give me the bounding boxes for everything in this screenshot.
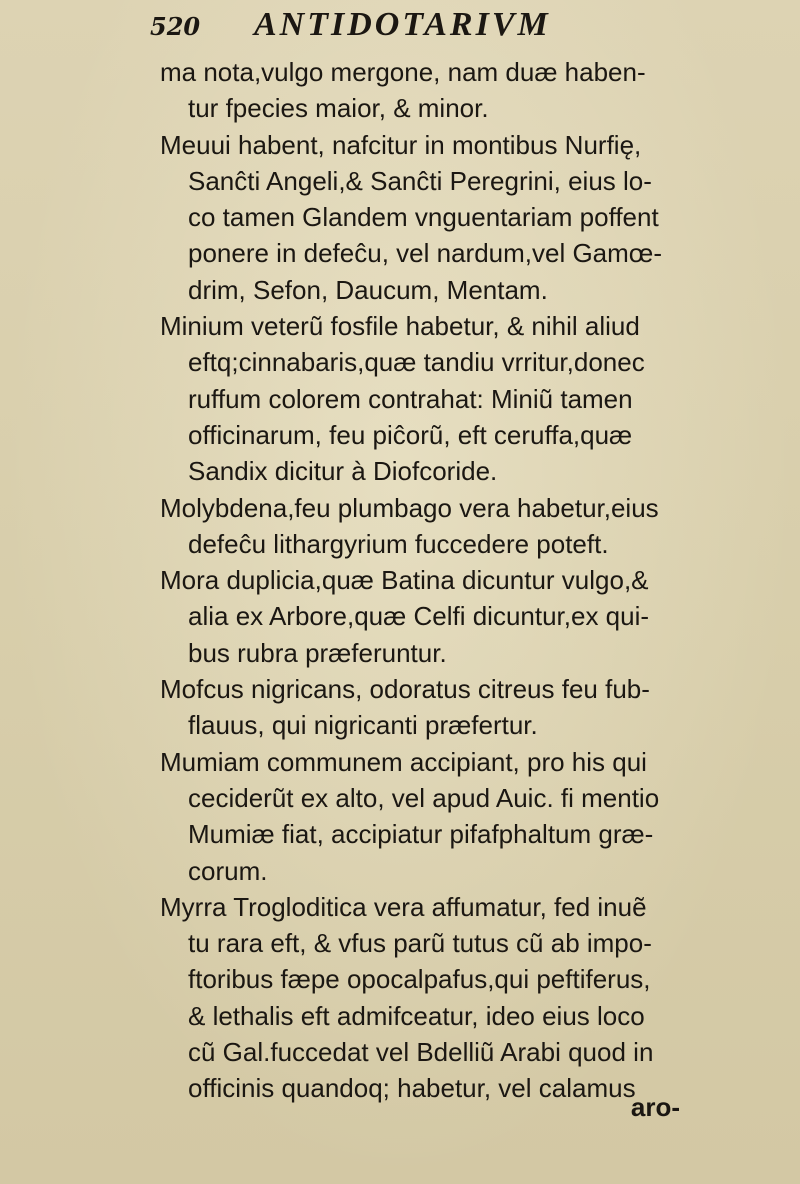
text-line: ma nota,vulgo mergone, nam duæ haben- xyxy=(160,57,646,87)
entry-first-line: Meuui habent, nafcitur in montibus Nurfię, xyxy=(160,129,642,160)
entry-first-line: Mofcus nigricans, odoratus citreus feu fub- xyxy=(160,674,650,705)
text-line: officinarum, feu piĉorũ, eft ceruffa,quæ xyxy=(188,419,633,450)
text-line: eftq;cinnabaris,quæ tandiu vrritur,donec xyxy=(188,347,645,378)
entry-first-line: Mora duplicia,quæ Batina dicuntur vulgo,& xyxy=(160,565,649,596)
text-line: ponere in defeĉu, vel nardum,vel Gamœ- xyxy=(188,238,662,269)
text-line: co tamen Glandem vnguentariam poffent xyxy=(188,202,659,233)
text-line: & lethalis eft admifceatur, ideo eius loco xyxy=(188,1000,645,1031)
text-line: tur fpecies maior, & minor. xyxy=(188,93,489,124)
text-line: ceciderũt ex alto, vel apud Auic. fi mentio xyxy=(188,782,660,813)
text-line: officinis quandoq; habetur, vel calamus xyxy=(188,1073,636,1104)
entry-first-line: Minium veterũ fosfile habetur, & nihil aliud xyxy=(160,311,640,342)
body-text xyxy=(160,54,720,1107)
entry-first-line: Molybdena,feu plumbago vera habetur,eius xyxy=(160,492,659,523)
text-line: cũ Gal.fuccedat vel Bdelliũ Arabi quod in xyxy=(188,1037,654,1068)
entry-first-line: Mumiam communem accipiant, pro his qui xyxy=(160,746,647,777)
text-line: bus rubra præferuntur. xyxy=(188,637,447,668)
text-line: ruffum colorem contrahat: Miniũ tamen xyxy=(188,383,633,414)
page-number: 520 xyxy=(150,12,201,41)
running-head xyxy=(150,6,670,46)
text-line: Sanĉti Angeli,& Sanĉti Peregrini, eius lo- xyxy=(188,165,652,196)
text-line: corum. xyxy=(188,855,268,886)
text-line: ftoribus fæpe opocalpafus,qui peftiferus, xyxy=(188,964,651,995)
catchword: aro- xyxy=(630,1092,680,1122)
text-line: drim, Sefon, Daucum, Mentam. xyxy=(188,274,548,305)
text-line: Sandix dicitur à Diofcoride. xyxy=(188,456,498,487)
text-line: defeĉu lithargyrium fuccedere poteft. xyxy=(188,528,609,559)
text-line: flauus, qui nigricanti præfertur. xyxy=(188,710,538,741)
running-title: ANTIDOTARIVM xyxy=(254,6,551,43)
text-line: alia ex Arbore,quæ Celfi dicuntur,ex qui- xyxy=(188,601,650,632)
entry-first-line: Myrra Trogloditica vera affumatur, fed inuẽ xyxy=(160,891,647,922)
text-line: Mumiæ fiat, accipiatur pifafphaltum græ- xyxy=(188,819,654,850)
text-line: tu rara eft, & vfus parũ tutus cũ ab impo- xyxy=(188,928,652,959)
